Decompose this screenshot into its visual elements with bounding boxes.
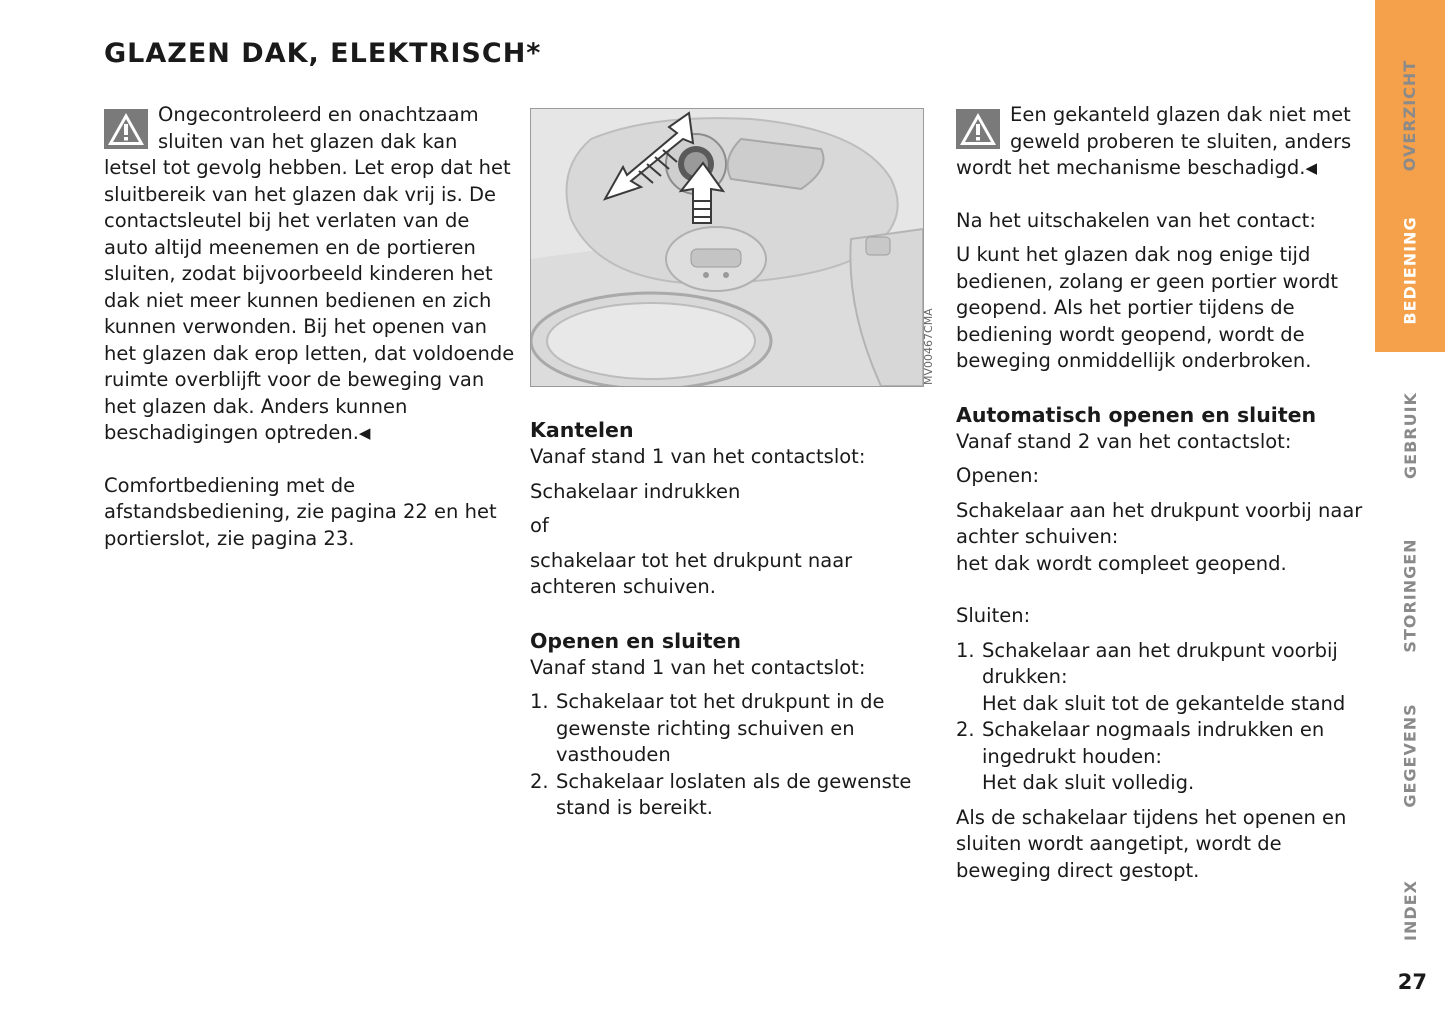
kantelen-line1: Vanaf stand 1 van het contactslot: — [530, 445, 866, 468]
tab-bediening[interactable]: BEDIENING — [1400, 215, 1420, 325]
open-label: Openen: — [956, 464, 1040, 487]
end-mark-icon: ◀ — [358, 424, 371, 442]
openen-line1: Vanaf stand 1 van het contactslot: — [530, 655, 866, 679]
tab-storingen[interactable]: STORINGEN — [1400, 537, 1420, 653]
list-item: 2. Schakelaar loslaten als de gewenste stand is bereikt. — [530, 769, 912, 819]
open-text2: het dak wordt compleet geopend. — [956, 551, 1287, 575]
after-off-text: U kunt het glazen dak nog enige tijd bedienen, zolang er geen portier wordt geopend. Als het portier tijdens de bediening wordt geopend, wordt de beweging onmiddellijk onderbroken. — [956, 243, 1339, 372]
list-item: 2. Schakelaar nogmaals indrukken en ingedrukt houden: Het dak sluit volledig. — [956, 718, 1325, 794]
end-mark-icon: ◀ — [1305, 159, 1317, 177]
openen-steps — [530, 689, 935, 822]
after-off-label: Na het uitschakelen van het contact: — [956, 208, 1316, 232]
close-label: Sluiten: — [956, 604, 1031, 627]
figure-code: MV00467CMA — [922, 308, 935, 385]
column-middle — [530, 416, 935, 822]
tab-overzicht[interactable]: OVERZICHT — [1400, 59, 1420, 171]
warning-text-right: Een gekanteld glazen dak niet met geweld proberen te sluiten, anders wordt het mechanisme beschadigd.◀ — [956, 103, 1352, 179]
warning-icon — [104, 109, 148, 149]
tab-gebruik[interactable]: GEBRUIK — [1400, 391, 1420, 479]
heading-automatisch: Automatisch openen en sluiten — [956, 402, 1317, 427]
list-item: 1. Schakelaar aan het drukpunt voorbij drukken: Het dak sluit tot de gekantelde stand — [956, 638, 1346, 715]
kantelen-line3: of — [530, 514, 549, 537]
open-text1: Schakelaar aan het drukpunt voorbij naar achter schuiven: — [956, 498, 1363, 548]
sunroof-switch-figure — [530, 108, 924, 387]
list-item: 1. Schakelaar tot het drukpunt in de gewenste richting schuiven en vasthouden — [530, 690, 885, 766]
auto-line1: Vanaf stand 2 van het contactslot: — [956, 429, 1292, 453]
kantelen-line4: schakelaar tot het drukpunt naar achteren schuiven. — [530, 548, 853, 598]
heading-kantelen: Kantelen — [530, 418, 634, 442]
tab-gegevens[interactable]: GEGEVENS — [1400, 702, 1420, 808]
final-text: Als de schakelaar tijdens het openen en sluiten wordt aangetipt, wordt de beweging direct gestopt. — [956, 805, 1347, 882]
close-steps — [956, 638, 1366, 797]
page-number: 27 — [1397, 970, 1427, 994]
page-title: GLAZEN DAK, ELEKTRISCH* — [104, 38, 542, 69]
warning-text: Ongecontroleerd en onachtzaam sluiten van het glazen dak kan letsel tot gevolg hebben. Let erop dat het sluitbereik van het glazen dak vrij is. De contactsleutel bij het verlaten van de auto altijd meenemen en de portieren sluiten, zodat bijvoorbeeld kinderen het dak niet meer kunnen bedienen en zich kunnen verwonden. Bij het openen van het glazen dak erop letten, dat voldoende ruimte overblijft voor de beweging van het glazen dak. Anders kunnen beschadigingen optreden.◀ — [104, 103, 515, 444]
column-left — [104, 102, 516, 552]
tab-index[interactable]: INDEX — [1400, 879, 1420, 941]
kantelen-line2: Schakelaar indrukken — [530, 479, 741, 503]
heading-openen-sluiten: Openen en sluiten — [530, 628, 742, 653]
column-right — [956, 102, 1366, 884]
warning-icon — [956, 109, 1000, 149]
comfort-text: Comfortbediening met de afstandsbediening, zie pagina 22 en het portierslot, zie pagina 23. — [104, 473, 497, 550]
